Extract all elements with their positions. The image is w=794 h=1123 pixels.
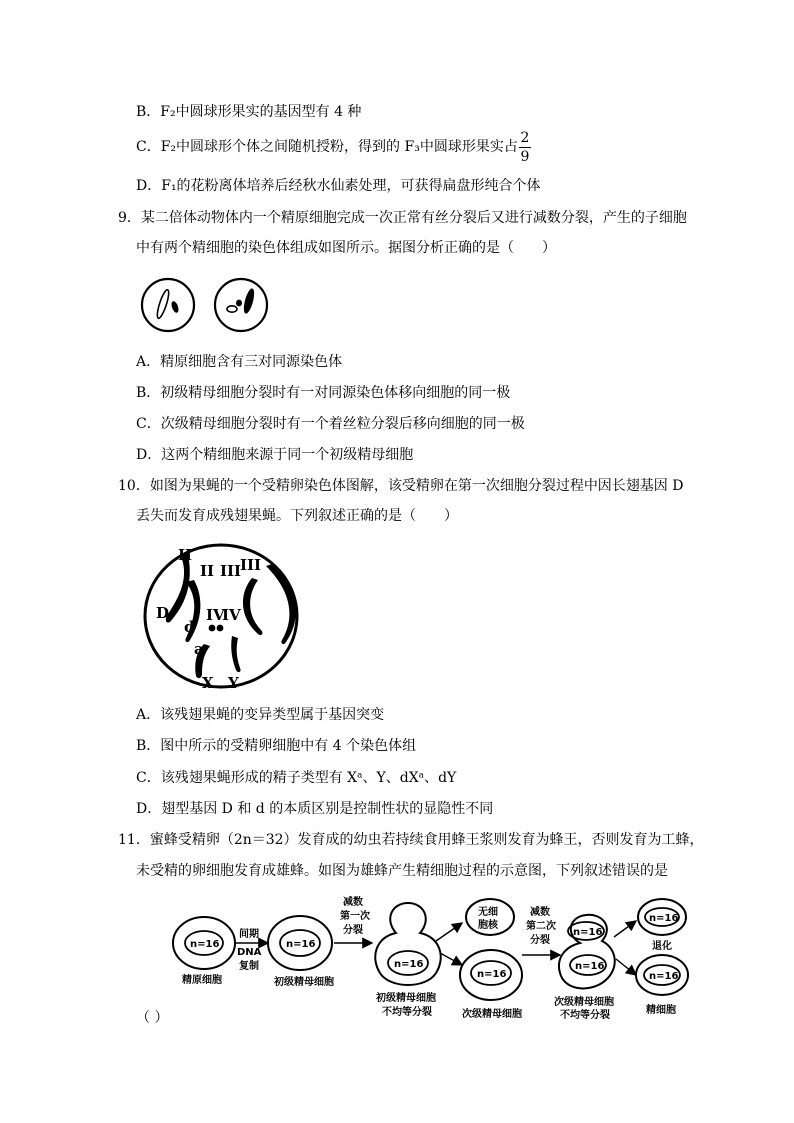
caption-degenerate: 退化 [652, 941, 672, 952]
q9-option-c: C．次级精母细胞分裂时有一个着丝粒分裂后移向细胞的同一极 [136, 416, 525, 432]
chromosome-III-right-inner [243, 578, 262, 635]
n16-label: n=16 [573, 927, 603, 938]
caption-primary-spermatocyte: 初级精母细胞 [274, 977, 334, 988]
q8-fraction-denominator: 9 [520, 149, 530, 165]
caption-primary-dividing-line1: 初级精母细胞 [376, 993, 436, 1004]
label-gene-d: d [184, 618, 195, 636]
q9-option-b: B．初级精母细胞分裂时有一对同源染色体移向细胞的同一极 [136, 385, 511, 401]
q10-stem-line2: 丢失而发育成残翅果蝇。下列叙述正确的是（ ） [136, 508, 458, 524]
q11-answer-paren: （ ） [136, 1010, 169, 1026]
n16-label: n=16 [477, 969, 507, 980]
q9-option-d: D．这两个精细胞来源于同一个初级精母细胞 [136, 447, 414, 463]
q8-option-d: D．F₁的花粉离体培养后经秋水仙素处理，可获得扁盘形纯合个体 [136, 178, 541, 194]
label-II-left: II [178, 546, 193, 564]
caption-primary-dividing-line2: 不均等分裂 [382, 1007, 432, 1018]
chromosome-small-solid [170, 300, 180, 313]
arrow2-label-line3: 分裂 [343, 925, 363, 936]
n16-label: n=16 [394, 959, 424, 970]
caption-spermatogonium: 精原细胞 [182, 975, 222, 986]
q10-option-b: B．图中所示的受精卵细胞中有 4 个染色体组 [136, 738, 417, 754]
chromosome-small-outlined [227, 306, 237, 312]
n16-label: n=16 [649, 913, 679, 924]
spermatogonium-cell [173, 917, 235, 969]
arrow-to-anucleate [436, 923, 462, 941]
q10-stem-line1: 10．如图为果蝇的一个受精卵染色体图解，该受精卵在第一次细胞分裂过程中因长翅基因 D [118, 478, 684, 494]
sperm-cell-left [142, 279, 194, 331]
chromosome-III-right-outer [266, 564, 296, 644]
q10-option-d: D．翅型基因 D 和 d 的本质区别是控制性状的显隐性不同 [136, 801, 494, 817]
q9-option-a: A．精原细胞含有三对同源染色体 [136, 354, 343, 370]
chromosome-Y [231, 636, 240, 672]
label-chromosome-X: X [202, 674, 214, 692]
chromosome-dot-solid [236, 300, 242, 307]
q9-sperm-cells-figure [140, 276, 280, 336]
chromosome-long-solid [242, 287, 256, 314]
label-II-mid: II [200, 562, 215, 580]
anucleate-label-line1: 无细 [478, 907, 498, 918]
n16-label: n=16 [649, 971, 679, 982]
caption-sperm: 精细胞 [646, 1005, 676, 1016]
chromosome-IV-left [209, 625, 216, 632]
arrow-to-secondary [440, 953, 462, 965]
arrow3-label-line3: 分裂 [530, 935, 550, 946]
arrow1-label-line3: 复制 [239, 961, 259, 972]
arrow3-label-line2: 第二次 [526, 921, 556, 932]
q11-stem-line2: 未受精的卵细胞发育成雄蜂。如图为雄蜂产生精细胞过程的示意图，下列叙述错误的是 [136, 863, 668, 879]
arrow-to-sperm [616, 959, 636, 975]
n16-label: n=16 [575, 961, 605, 972]
chromosome-long-outlined [155, 289, 171, 320]
arrow2-label-line2: 第一次 [340, 911, 370, 922]
label-IV-left: IV [206, 606, 225, 624]
caption-secondary-dividing-line2: 不均等分裂 [560, 1010, 610, 1021]
arrow3-label-line1: 减数 [530, 907, 550, 918]
q8-option-c: C．F₂中圆球形个体之间随机授粉，得到的 F₃中圆球形果实占 [136, 139, 518, 155]
chromosome-IV-right [217, 625, 224, 632]
arrow2-label-line1: 减数 [343, 897, 363, 908]
primary-spermatocyte-dividing-cell [375, 903, 441, 985]
secondary-spermatocyte-dividing-cell [559, 915, 615, 989]
label-gene-a: a [194, 640, 204, 658]
anucleate-cell [466, 899, 514, 935]
degenerate-cell [638, 899, 686, 935]
q9-stem-line2: 中有两个精细胞的染色体组成如图所示。据图分析正确的是（ ） [136, 240, 556, 256]
q10-zygote-chromosome-figure [140, 536, 306, 694]
arrow1-label-line1: 间期 [239, 929, 259, 940]
sperm-cell [636, 955, 688, 995]
primary-spermatocyte-cell [268, 916, 332, 970]
label-IV-right: IV [222, 606, 241, 624]
n16-label: n=16 [286, 939, 316, 950]
q9-stem-line1: 9．某二倍体动物体内一个精原细胞完成一次正常有丝分裂后又进行减数分裂，产生的子细胞 [118, 210, 687, 226]
q10-option-a: A．该残翅果蝇的变异类型属于基因突变 [136, 707, 385, 723]
n16-label: n=16 [190, 939, 220, 950]
label-III-left: III [220, 562, 242, 580]
caption-secondary-spermatocyte: 次级精母细胞 [462, 1009, 522, 1020]
label-chromosome-Y: Y [228, 674, 239, 692]
label-gene-D: D [156, 604, 170, 622]
arrow1-label-line2: DNA [237, 947, 262, 958]
q8-fraction-numerator: 2 [520, 130, 530, 146]
q8-fraction-bar [519, 147, 531, 148]
caption-secondary-dividing-line1: 次级精母细胞 [554, 997, 614, 1008]
q11-drone-spermatogenesis-diagram [170, 893, 690, 1028]
q8-option-b: B．F₂中圆球形果实的基因型有 4 种 [136, 104, 362, 120]
label-III-right: III [240, 556, 262, 574]
secondary-spermatocyte-cell [460, 950, 522, 1000]
anucleate-label-line2: 胞核 [478, 920, 498, 931]
q10-option-c: C．该残翅果蝇形成的精子类型有 Xᵃ、Y、dXᵃ、dY [136, 770, 457, 786]
q11-stem-line1: 11．蜜蜂受精卵（2n＝32）发育成的幼虫若持续食用蜂王浆则发育为蜂王，否则发育为工蜂， [118, 832, 704, 848]
arrow-to-degenerate [614, 921, 636, 937]
